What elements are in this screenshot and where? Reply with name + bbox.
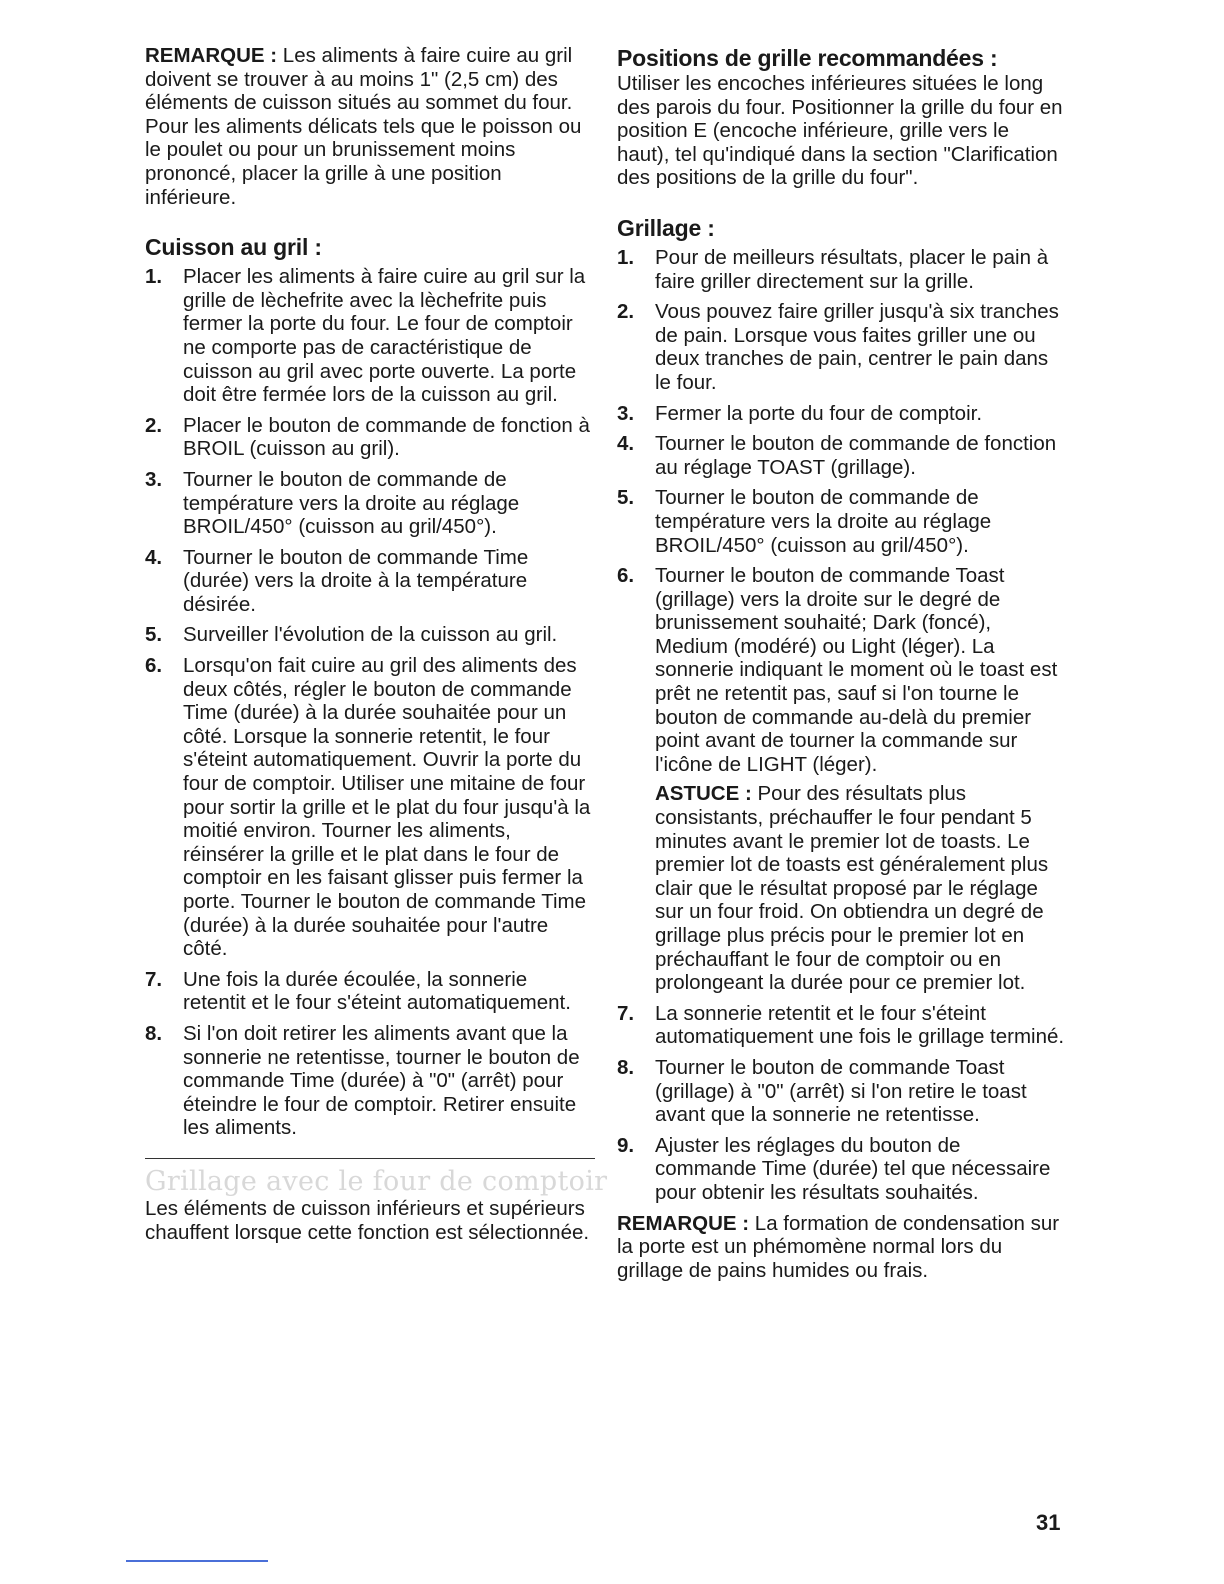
step-number: 3. [617,401,635,425]
step-text: Ajuster les réglages du bouton de commande Time (durée) tel que nécessaire pour obtenir les résultats souhaités. [655,1133,1051,1204]
step-number: 4. [617,432,635,456]
list-item [145,968,595,1015]
step-text: Si l'on doit retirer les aliments avant que la sonnerie ne retentisse, tourner le bouton de commande Time (durée) à "0" (arrêt) pour éteindre le four de comptoir. Retirer ensuite les aliments. [183,1021,580,1140]
left-column [145,44,608,1244]
step-number: 6. [617,564,635,588]
grillage-steps-list-continued [617,1002,1067,1205]
step-number: 8. [145,1021,163,1045]
tip-block [655,782,1067,994]
right-column [617,44,1067,1282]
list-item [145,654,595,961]
list-item [617,1056,1067,1127]
step-number: 7. [145,967,163,991]
step-number: 5. [145,623,163,647]
list-item [617,486,1067,557]
list-item [145,468,595,539]
page-number: 31 [1036,1510,1061,1535]
step-number: 2. [617,300,635,324]
step-text: Tourner le bouton de commande Toast (grillage) vers la droite sur le degré de brunissement souhaité; Dark (foncé), Medium (modéré) ou Light (léger). La sonnerie indiquant le moment où le toast est prêt ne retentit pas, sauf si l'on tourne le bouton de commande au-delà du premier point avant de tourner la commande sur l'icône de LIGHT (léger). [655,564,1058,776]
step-text: Une fois la durée écoulée, la sonnerie retentit et le four s'éteint automatiquement. [183,967,571,1015]
note-label: REMARQUE : [617,1211,750,1235]
step-text: Tourner le bouton de commande de température vers la droite au réglage BROIL/450° (cuisson au gril/450°). [655,486,992,557]
grillage-section-text: Les éléments de cuisson inférieurs et supérieurs chauffent lorsque cette fonction est sélectionnée. [145,1196,590,1244]
step-text: Fermer la porte du four de comptoir. [655,401,983,425]
section-divider [145,1158,595,1159]
step-text: Tourner le bouton de commande Time (durée) vers la droite à la température désirée. [183,545,529,616]
list-item [145,265,595,407]
tip-text: Pour des résultats plus consistants, préchauffer le four pendant 5 minutes avant le premier lot de toasts. Le premier lot de toasts est généralement plus clair que le résultat proposé par le réglage sur un four froid. On obtiendra un degré de grillage plus précis pour le premier lot en préchauffant le four de comptoir ou en prolongeant la durée pour ce premier lot. [655,782,1049,995]
list-item [145,1022,595,1140]
step-text: Surveiller l'évolution de la cuisson au gril. [183,623,558,647]
condensation-note [617,1212,1067,1283]
broil-note [145,44,595,209]
step-number: 9. [617,1133,635,1157]
note-text: La formation de condensation sur la porte est un phémomène normal lors du grillage de pains humides ou frais. [617,1211,1060,1282]
positions-text: Utiliser les encoches inférieures situées le long des parois du four. Positionner la grille du four en position E (encoche inférieure, grille vers le haut), tel qu'indiqué dans la section "Clarification des positions de la grille du four". [617,72,1063,190]
step-number: 7. [617,1001,635,1025]
list-item [617,432,1067,479]
grillage-heading: Grillage : [617,214,715,241]
step-text: Pour de meilleurs résultats, placer le pain à faire griller directement sur la grille. [655,245,1049,293]
step-number: 5. [617,486,635,510]
list-item [145,623,595,647]
step-text: Tourner le bouton de commande Toast (grillage) à "0" (arrêt) si l'on retire le toast avant que la sonnerie ne retentisse. [655,1055,1027,1127]
list-item [617,1002,1067,1049]
list-item [617,402,1067,426]
step-text: La sonnerie retentit et le four s'éteint automatiquement une fois le grillage terminé. [655,1001,1065,1049]
list-item [617,300,1067,394]
step-number: 6. [145,654,163,678]
step-number: 2. [145,413,163,437]
step-number: 1. [617,245,635,269]
positions-heading: Positions de grille recommandées : [617,45,998,71]
cuisson-heading: Cuisson au gril : [145,234,322,261]
list-item [145,414,595,461]
step-number: 8. [617,1055,635,1079]
list-item [617,564,1067,995]
list-item [617,246,1067,293]
step-number: 1. [145,265,163,289]
tip-label: ASTUCE : [655,782,752,806]
footer-rule [126,1560,268,1562]
step-text: Vous pouvez faire griller jusqu'à six tranches de pain. Lorsque vous faites griller une ou deux tranches de pain, centrer le pain dans le four. [655,300,1059,394]
step-number: 3. [145,467,163,491]
step-number: 4. [145,545,163,569]
step-text: Placer les aliments à faire cuire au gril sur la grille de lèchefrite avec la lèchefrite puis fermer la porte du four. Le four de comptoir ne comporte pas de caractéristique de cuisson au gril avec porte ouverte. La porte doit être fermée lors de la cuisson au gril. [183,265,586,407]
step-text: Lorsqu'on fait cuire au gril des aliments des deux côtés, régler le bouton de commande Time (durée) à la durée souhaitée pour un côté. Lorsque la sonnerie retentit, le four s'éteint automatiquement. Ouvrir la porte du four de comptoir. Utiliser une mitaine de four pour sortir la grille et le plat du four jusqu'à la moitié environ. Tourner les aliments, réinsérer la grille et le plat dans le four de comptoir en les faisant glisser puis fermer la porte. Tourner le bouton de commande Time (durée) à la durée souhaitée pour l'autre côté. [183,654,591,961]
note-text: Les aliments à faire cuire au gril doivent se trouver à au moins 1" (2,5 cm) des éléments de cuisson situés au sommet du four. Pour les aliments délicats tels que le poisson ou le poulet ou pour un brunissement moins prononcé, placer la grille à une position inférieure. [145,44,582,209]
step-text: Tourner le bouton de commande de température vers la droite au réglage BROIL/450° (cuisson au gril/450°). [183,467,520,539]
grillage-steps-list [617,246,1067,995]
step-text: Placer le bouton de commande de fonction à BROIL (cuisson au gril). [183,413,590,461]
list-item [617,1134,1067,1205]
grillage-section-title: Grillage avec le four de comptoir [145,1165,608,1197]
step-text: Tourner le bouton de commande de fonction au réglage TOAST (grillage). [655,432,1057,479]
note-label: REMARQUE : [145,44,278,67]
cuisson-steps-list [145,265,595,1140]
list-item [145,546,595,617]
